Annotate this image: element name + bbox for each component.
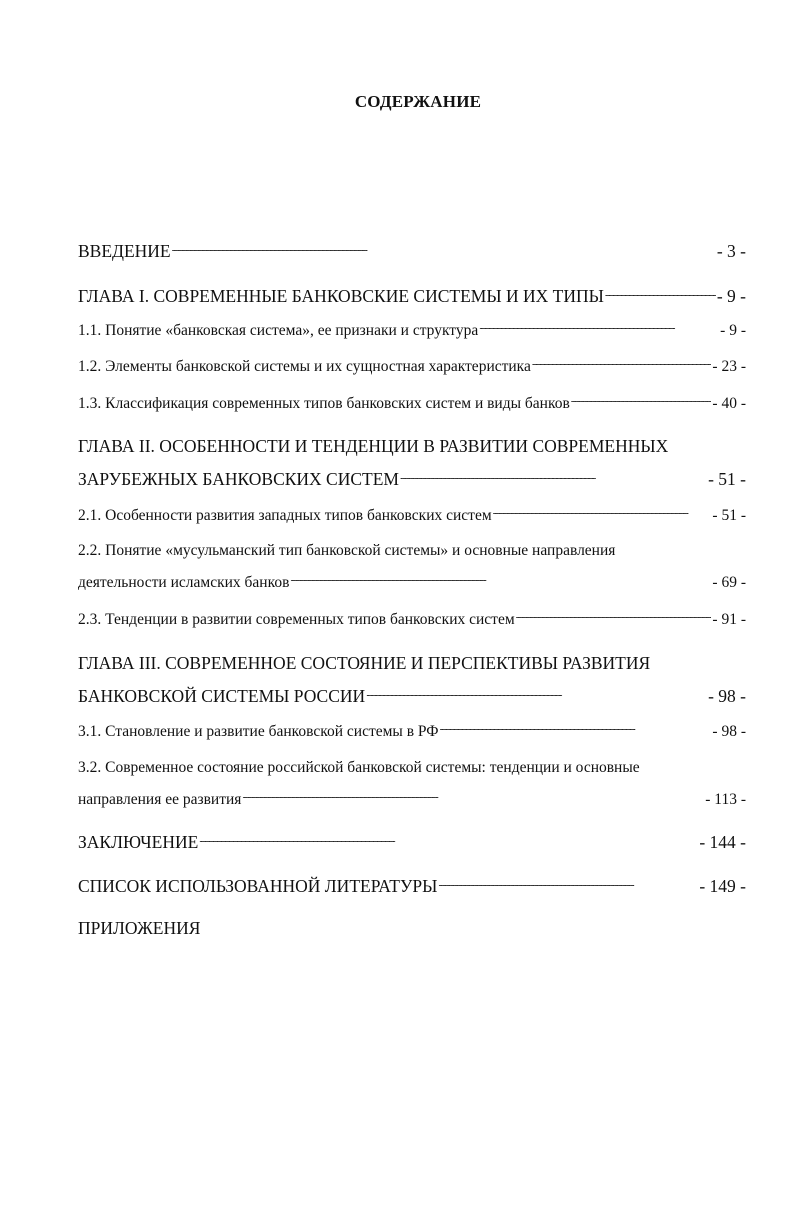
dot-leader (172, 243, 716, 257)
dot-leader (479, 321, 719, 335)
toc-entry-page: - 51 - (708, 469, 746, 489)
toc-entry-page: - 9 - (720, 322, 746, 339)
toc-entry-section-2-1 (78, 506, 746, 526)
dot-leader (532, 357, 712, 371)
toc-entry-page: - 51 - (712, 507, 746, 524)
toc-entry-label: БАНКОВСКОЙ СИСТЕМЫ РОССИИ (78, 686, 366, 706)
toc-entry-appendices: ПРИЛОЖЕНИЯ (78, 918, 201, 938)
toc-entry-label: 1.1. Понятие «банковская система», ее признаки и структура (78, 322, 479, 339)
toc-entry-page: - 113 - (705, 791, 746, 808)
toc-entry-chapter-3-line1: ГЛАВА III. СОВРЕМЕННОЕ СОСТОЯНИЕ И ПЕРСПЕКТИВЫ РАЗВИТИЯ (78, 653, 651, 673)
toc-entry-section-2-2-line1: 2.2. Понятие «мусульманский тип банковской системы» и основные направления (78, 542, 616, 559)
toc-entry-label: ЗАРУБЕЖНЫХ БАНКОВСКИХ СИСТЕМ (78, 469, 399, 489)
toc-entry-page: - 144 - (699, 832, 746, 852)
dot-leader (400, 471, 707, 485)
toc-entry-label: 2.3. Тенденции в развитии современных типов банковских систем (78, 611, 515, 628)
dot-leader (242, 790, 704, 804)
dot-leader (290, 573, 711, 587)
toc-entry-label: деятельности исламских банков (78, 574, 290, 591)
toc-entry-section-3-2 (78, 790, 746, 810)
page-title: СОДЕРЖАНИЕ (354, 92, 482, 111)
toc-entry-section-1-2 (78, 357, 746, 377)
toc-entry-chapter-2 (78, 469, 746, 489)
toc-entry-label: ВВЕДЕНИЕ (78, 241, 171, 261)
toc-entry-page: - 9 - (716, 286, 746, 306)
toc-entry-label: ЗАКЛЮЧЕНИЕ (78, 832, 199, 852)
toc-entry-section-3-1 (78, 722, 746, 742)
toc-entry-page: - 98 - (712, 723, 746, 740)
dot-leader (571, 394, 712, 408)
toc-entry-bibliography (78, 876, 746, 896)
dot-leader (440, 722, 712, 736)
toc-entry-page: - 91 - (712, 611, 746, 628)
toc-entry-label: СПИСОК ИСПОЛЬЗОВАННОЙ ЛИТЕРАТУРЫ (78, 876, 438, 896)
dot-leader (366, 688, 707, 702)
toc-entry-label: направления ее развития (78, 791, 242, 808)
toc-entry-chapter-2-line1: ГЛАВА II. ОСОБЕННОСТИ И ТЕНДЕНЦИИ В РАЗВИТИИ СОВРЕМЕННЫХ (78, 436, 669, 456)
toc-entry-chapter-1 (78, 286, 746, 306)
dot-leader (605, 288, 716, 302)
dot-leader (438, 878, 698, 892)
toc-entry-section-3-2-line1: 3.2. Современное состояние российской банковской системы: тенденции и основные (78, 759, 640, 776)
toc-entry-section-1-1 (78, 321, 746, 341)
dot-leader (199, 834, 698, 848)
toc-entry-label: ГЛАВА I. СОВРЕМЕННЫЕ БАНКОВСКИЕ СИСТЕМЫ И ИХ ТИПЫ (78, 286, 604, 306)
toc-entry-page: - 98 - (708, 686, 746, 706)
toc-entry-page: - 3 - (716, 241, 746, 261)
toc-entry-chapter-3 (78, 686, 746, 706)
toc-entry-section-2-3 (78, 610, 746, 630)
dot-leader (493, 506, 712, 520)
toc-entry-page: - 149 - (699, 876, 746, 896)
toc-entry-label: 3.1. Становление и развитие банковской системы в РФ (78, 723, 439, 740)
toc-entry-page: - 69 - (712, 574, 746, 591)
toc-entry-page: - 23 - (712, 358, 746, 375)
toc-entry-section-2-2 (78, 573, 746, 593)
toc-entry-label: 1.2. Элементы банковской системы и их сущностная характеристика (78, 358, 531, 375)
toc-entry-page: - 40 - (712, 395, 746, 412)
dot-leader (516, 610, 712, 624)
toc-entry-section-1-3 (78, 394, 746, 414)
toc-entry-conclusion (78, 832, 746, 852)
toc-entry-intro (78, 241, 746, 261)
toc-entry-label: 2.1. Особенности развития западных типов банковских систем (78, 507, 492, 524)
toc-entry-label: 1.3. Классификация современных типов банковских систем и виды банков (78, 395, 570, 412)
